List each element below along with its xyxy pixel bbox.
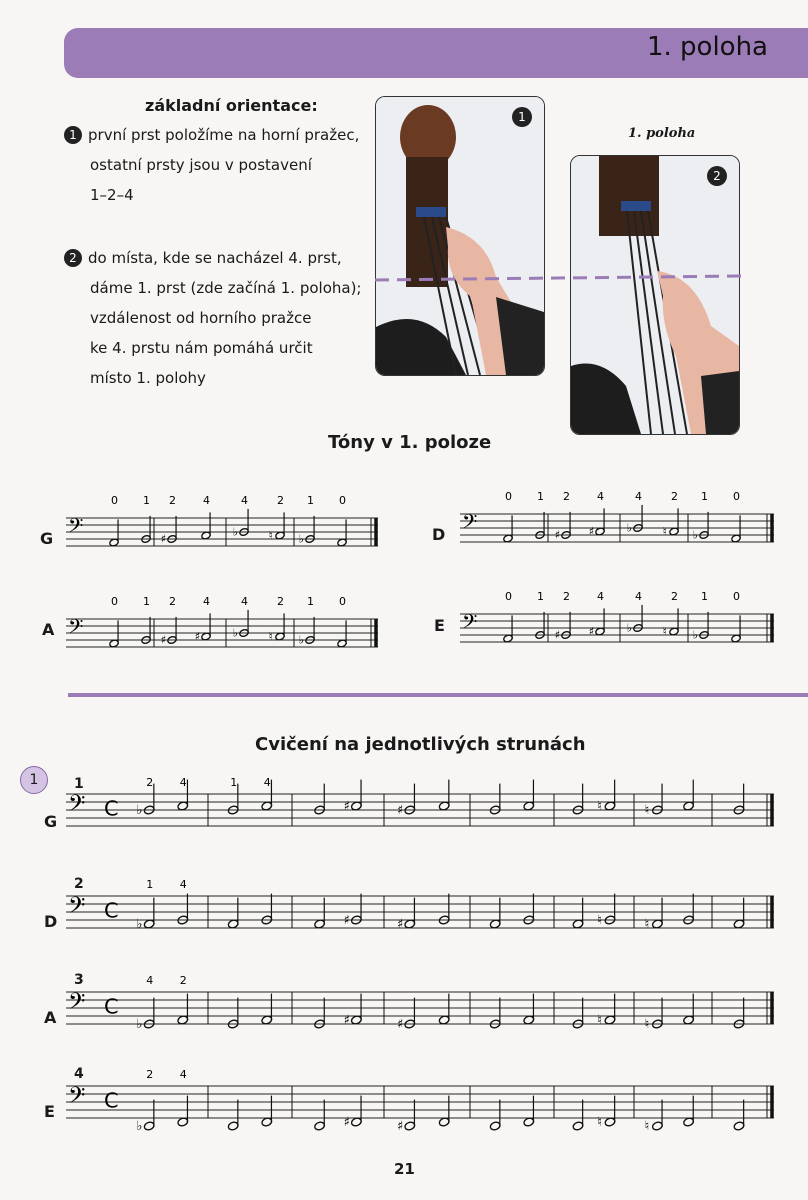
accidental: ♮ [662, 625, 667, 638]
fingering-number: 0 [339, 494, 346, 507]
exercise-staff-4 [66, 1062, 778, 1142]
accidental: ♮ [644, 803, 650, 818]
item1-line3: 1–2–4 [90, 186, 134, 204]
fingering-number: 2 [169, 494, 176, 507]
exercise-label-d: D [44, 912, 58, 931]
fingering-number: 2 [146, 1068, 154, 1081]
item2-line5: místo 1. polohy [90, 369, 206, 387]
exercise-staff-2 [66, 872, 778, 942]
item1-line1: první prst položíme na horní pražec, [88, 126, 360, 144]
staff-label-d: D [432, 525, 446, 544]
bass-clef-icon: 𝄢 [68, 892, 86, 924]
accidental: ♯ [343, 1115, 350, 1130]
common-time-icon: C [104, 796, 119, 821]
bass-clef-icon: 𝄢 [462, 610, 478, 639]
fingering-number: 0 [733, 490, 740, 503]
item2-line4: ke 4. prstu nám pomáhá určit [90, 339, 313, 357]
tone-staff-g [66, 480, 380, 560]
bass-clef-icon: 𝄢 [68, 790, 86, 822]
accidental: ♯ [343, 799, 350, 814]
fingering-number: 4 [203, 595, 210, 608]
photo-caption: 1. poloha [628, 126, 696, 141]
accidental: ♮ [597, 799, 602, 814]
photo-badge-2: 2 [707, 166, 727, 186]
accidental: ♭ [626, 621, 633, 635]
accidental: ♮ [597, 1013, 602, 1028]
item2-line3: vzdálenost od horního pražce [90, 309, 312, 327]
accidental: ♭ [136, 1119, 143, 1134]
accidental: ♭ [232, 525, 239, 539]
bass-clef-icon: 𝄢 [68, 615, 84, 644]
accidental: ♯ [588, 625, 595, 638]
item1-line2: ostatní prsty jsou v postavení [90, 156, 312, 174]
exercise-label-a: A [44, 1008, 57, 1027]
fingering-number: 1 [701, 590, 708, 603]
orientation-item-1 [64, 120, 359, 210]
section-divider [68, 693, 808, 697]
fingering-number: 2 [563, 490, 570, 503]
exercise-line-number-4: 4 [74, 1066, 84, 1082]
accidental: ♯ [343, 1013, 350, 1028]
exercise-staff-3 [66, 968, 778, 1038]
orientation-item-2 [64, 243, 361, 393]
accidental: ♮ [597, 913, 602, 928]
exercise-line-number-2: 2 [74, 876, 84, 892]
bass-clef-icon: 𝄢 [462, 510, 478, 539]
accidental: ♭ [626, 521, 633, 535]
item2-line2: dáme 1. prst (zde začíná 1. poloha); [90, 279, 362, 297]
accidental: ♯ [397, 1017, 404, 1032]
exercise-label-g: G [44, 812, 58, 831]
accidental: ♯ [160, 532, 167, 546]
fingering-number: 4 [179, 878, 187, 891]
tone-staff-d [460, 478, 776, 558]
accidental: ♭ [136, 803, 143, 818]
fingering-number: 1 [537, 590, 544, 603]
accidental: ♮ [597, 1115, 602, 1130]
fingering-number: 0 [339, 595, 346, 608]
common-time-icon: C [104, 898, 119, 923]
accidental: ♮ [662, 525, 667, 538]
badge-2: 2 [64, 249, 82, 267]
fingering-number: 0 [111, 494, 118, 507]
staff-label-a: A [42, 620, 55, 639]
fingering-number: 0 [505, 590, 512, 603]
fingering-number: 2 [277, 595, 284, 608]
exercise-label-e: E [44, 1102, 55, 1121]
fingering-number: 4 [179, 776, 187, 789]
accidental: ♮ [644, 1017, 650, 1032]
fingering-number: 2 [277, 494, 284, 507]
accidental: ♯ [343, 913, 350, 928]
accidental: ♭ [692, 528, 699, 542]
position-marker-line [375, 274, 745, 286]
tone-staff-e [460, 582, 776, 662]
accidental: ♯ [397, 1119, 404, 1134]
photo-2 [570, 155, 740, 435]
fingering-number: 2 [563, 590, 570, 603]
bass-scroll-photo-1 [376, 97, 544, 375]
accidental: ♭ [298, 532, 305, 546]
fingering-number: 2 [169, 595, 176, 608]
fingering-number: 2 [146, 776, 154, 789]
accidental: ♯ [554, 528, 561, 542]
tone-staff-a [66, 585, 380, 665]
fingering-number: 1 [537, 490, 544, 503]
bass-clef-icon: 𝄢 [68, 514, 84, 543]
fingering-number: 4 [635, 590, 642, 603]
fingering-number: 2 [671, 490, 678, 503]
fingering-number: 1 [307, 595, 314, 608]
orientation-heading: základní orientace: [145, 96, 318, 115]
fingering-number: 1 [146, 878, 154, 891]
fingering-number: 0 [505, 490, 512, 503]
accidental: ♭ [298, 633, 305, 647]
page-number: 21 [394, 1160, 415, 1178]
accidental: ♮ [268, 630, 273, 643]
fingering-number: 0 [111, 595, 118, 608]
fingering-number: 2 [179, 974, 187, 987]
fingering-number: 0 [733, 590, 740, 603]
fingering-number: 2 [671, 590, 678, 603]
accidental: ♯ [554, 628, 561, 642]
accidental: ♭ [136, 917, 143, 932]
fingering-number: 4 [146, 974, 154, 987]
fingering-number: 1 [143, 494, 150, 507]
accidental: ♭ [136, 1017, 143, 1032]
exercise-number-badge: 1 [20, 766, 48, 794]
staff-label-g: G [40, 529, 54, 548]
exercise-staff-1 [66, 770, 778, 840]
bass-clef-icon: 𝄢 [68, 1082, 86, 1114]
common-time-icon: C [104, 1088, 119, 1113]
staff-label-e: E [434, 616, 445, 635]
fingering-number: 4 [241, 595, 248, 608]
photo-badge-1: 1 [512, 107, 532, 127]
fingering-number: 1 [143, 595, 150, 608]
tones-title: Tóny v 1. poloze [328, 432, 492, 453]
fingering-number: 1 [230, 776, 238, 789]
fingering-number: 4 [203, 494, 210, 507]
bass-scroll-photo-2 [571, 156, 739, 434]
fingering-number: 4 [179, 1068, 187, 1081]
exercises-title: Cvičení na jednotlivých strunách [255, 734, 586, 755]
accidental: ♮ [644, 917, 650, 932]
fingering-number: 4 [597, 490, 604, 503]
accidental: ♯ [194, 630, 201, 643]
fingering-number: 4 [635, 490, 642, 503]
accidental: ♭ [692, 628, 699, 642]
exercise-line-number-1: 1 [74, 776, 84, 792]
accidental: ♮ [268, 529, 273, 542]
item2-line1: do místa, kde se nacházel 4. prst, [88, 249, 342, 267]
exercise-line-number-3: 3 [74, 972, 84, 988]
page-title: 1. poloha [646, 32, 768, 62]
fingering-number: 4 [597, 590, 604, 603]
badge-1: 1 [64, 126, 82, 144]
bass-clef-icon: 𝄢 [68, 988, 86, 1020]
photo-1 [375, 96, 545, 376]
common-time-icon: C [104, 994, 119, 1019]
accidental: ♯ [397, 803, 404, 818]
accidental: ♯ [397, 917, 404, 932]
fingering-number: 4 [263, 776, 271, 789]
accidental: ♮ [644, 1119, 650, 1134]
accidental: ♯ [160, 633, 167, 647]
accidental: ♯ [588, 525, 595, 538]
accidental: ♭ [232, 626, 239, 640]
fingering-number: 4 [241, 494, 248, 507]
fingering-number: 1 [307, 494, 314, 507]
fingering-number: 1 [701, 490, 708, 503]
